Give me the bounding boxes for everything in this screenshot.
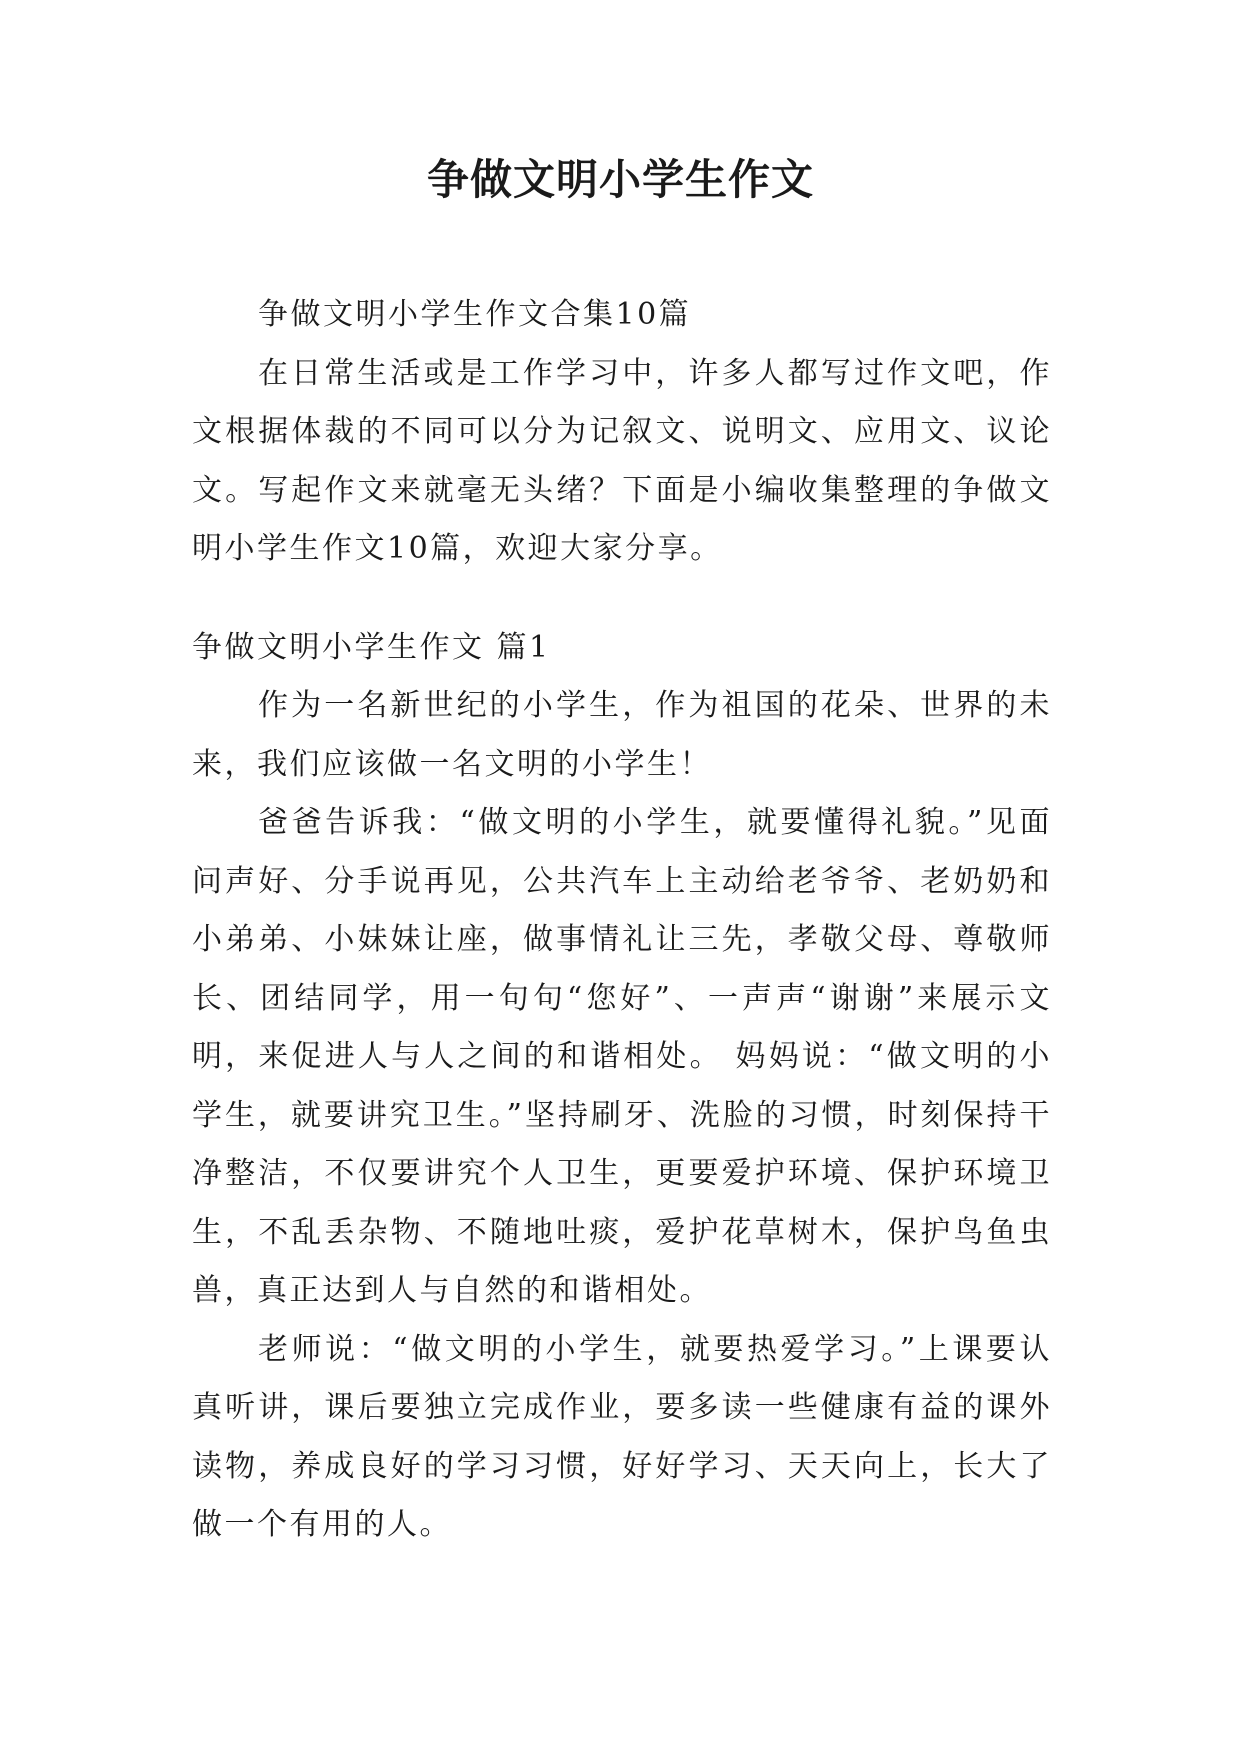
- collection-subtitle: 争做文明小学生作文合集10篇: [258, 297, 692, 332]
- document-body: [192, 286, 1052, 1555]
- section1-paragraph-3: 老师说：“做文明的小学生，就要热爱学习。”上课要认真听讲，课后要独立完成作业，要多读一些健康有益的课外读物，养成良好的学习习惯，好好学习、天天向上，长大了做一个有用的人。: [192, 1331, 1052, 1542]
- section-heading-1: 争做文明小学生作文 篇1: [192, 629, 551, 665]
- document-title: 争做文明小学生作文: [426, 155, 814, 204]
- section1-paragraph-1: 作为一名新世纪的小学生，作为祖国的花朵、世界的未来，我们应该做一名文明的小学生！: [192, 688, 1052, 782]
- section1-paragraph-2: 爸爸告诉我：“做文明的小学生，就要懂得礼貌。”见面问声好、分手说再见，公共汽车上主动给老爷爷、老奶奶和小弟弟、小妹妹让座，做事情礼让三先，孝敬父母、尊敬师长、团结同学，用一句句“您好”、一声声“谢谢”来展示文明，来促进人与人之间的和谐相处。 妈妈说：“做文明的小学生，就要讲究卫生。”坚持刷牙、洗脸的习惯，时刻保持干净整洁，不仅要讲究个人卫生，更要爱护环境、保护环境卫生，不乱丢杂物、不随地吐痰，爱护花草树木，保护鸟鱼虫兽，真正达到人与自然的和谐相处。: [192, 805, 1052, 1308]
- intro-paragraph: 在日常生活或是工作学习中，许多人都写过作文吧，作文根据体裁的不同可以分为记叙文、说明文、应用文、议论文。写起作文来就毫无头绪？下面是小编收集整理的争做文明小学生作文10篇，欢迎大家分享。: [192, 355, 1052, 566]
